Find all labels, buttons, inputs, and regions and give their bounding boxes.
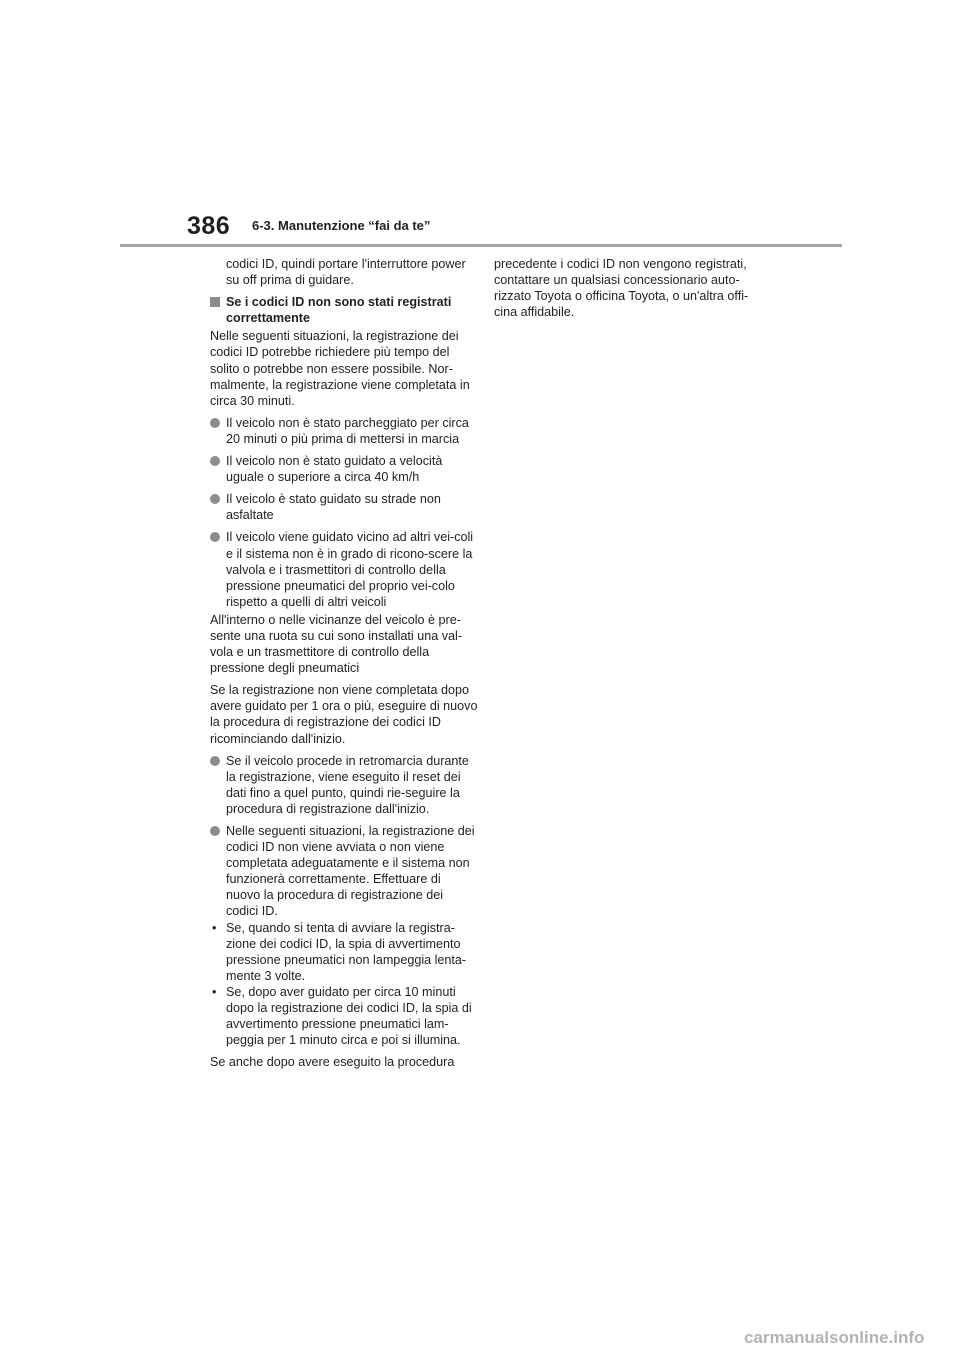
sub-list-item-text: Se, dopo aver guidato per circa 10 minuti dopo la registrazione dei codici ID, la spia di avvertimento pressione pneumatici lam-peggia per 1 minuto circa e poi si illumina. bbox=[226, 984, 472, 1048]
header-divider bbox=[120, 244, 842, 247]
circle-bullet-icon bbox=[210, 756, 220, 766]
list-item-text: Il veicolo non è stato guidato a velocità uguale o superiore a circa 40 km/h bbox=[226, 454, 443, 485]
list-item-text: Se il veicolo procede in retromarcia durante la registrazione, viene eseguito il reset dei dati fino a quel punto, quindi rie-seguire la procedura di registrazione dall'inizio. bbox=[226, 753, 469, 816]
list-item-text: Nelle seguenti situazioni, la registrazione dei codici ID non viene avviata o non viene completata adeguatamente e il sistema non funzionerà correttamente. Effettuare di nuovo la procedura di registrazione dei codici ID. bbox=[226, 824, 475, 919]
list-item bbox=[210, 491, 478, 523]
sub-list-item bbox=[210, 984, 478, 1048]
sub-list-item bbox=[210, 920, 478, 984]
list-item bbox=[210, 529, 478, 609]
intro-paragraph: codici ID, quindi portare l'interruttore power su off prima di guidare. bbox=[226, 257, 466, 288]
body-paragraph: Nelle seguenti situazioni, la registrazione dei codici ID potrebbe richiedere più tempo del solito o potrebbe non essere possibile. Nor-malmente, la registrazione viene completata in circa 30 minuti. bbox=[210, 329, 470, 408]
section-title: 6-3. Manutenzione “fai da te” bbox=[252, 218, 431, 233]
subsection-heading-text: Se i codici ID non sono stati registrati correttamente bbox=[226, 295, 452, 326]
watermark-text: carmanualsonline.info bbox=[744, 1328, 925, 1347]
circle-bullet-icon bbox=[210, 532, 220, 542]
list-item bbox=[210, 415, 478, 447]
list-item-text: Il veicolo è stato guidato su strade non asfaltate bbox=[226, 492, 441, 523]
list-item-text: Il veicolo viene guidato vicino ad altri vei-coli e il sistema non è in grado di ricono-scere la valvola e i trasmettitori di controllo della pressione pneumatici del proprio vei-colo rispetto a quelli di altri veicoli bbox=[226, 530, 474, 609]
square-bullet-icon bbox=[210, 297, 220, 307]
body-paragraph: precedente i codici ID non vengono registrati, contattare un qualsiasi concessionario auto-rizzato Toyota o officina Toyota, o un'altra offi-cina affidabile. bbox=[494, 257, 749, 320]
circle-bullet-icon bbox=[210, 418, 220, 428]
circle-bullet-icon bbox=[210, 826, 220, 836]
body-paragraph: Se anche dopo avere eseguito la procedura bbox=[210, 1055, 455, 1070]
subsection-heading bbox=[210, 294, 478, 326]
circle-bullet-icon bbox=[210, 456, 220, 466]
list-item bbox=[210, 453, 478, 485]
dot-bullet: • bbox=[212, 920, 217, 935]
circle-bullet-icon bbox=[210, 494, 220, 504]
right-column bbox=[494, 256, 756, 326]
list-item bbox=[210, 753, 478, 817]
body-paragraph: All'interno o nelle vicinanze del veicolo è pre-sente una ruota su cui sono installati una val-vola e un trasmettitore di controllo della pressione degli pneumatici bbox=[210, 612, 463, 676]
page-number: 386 bbox=[187, 212, 231, 240]
sub-list-item-text: Se, quando si tenta di avviare la registra-zione dei codici ID, la spia di avvertimento pressione pneumatici non lampeggia lenta-mente 3 volte. bbox=[226, 920, 467, 983]
body-paragraph: Se la registrazione non viene completata dopo avere guidato per 1 ora o più, eseguire di nuovo la procedura di registrazione dei codici ID ricominciando dall'inizio. bbox=[210, 683, 478, 746]
list-item bbox=[210, 823, 478, 920]
list-item-text: Il veicolo non è stato parcheggiato per circa 20 minuti o più prima di mettersi in marcia bbox=[226, 415, 469, 446]
dot-bullet: • bbox=[212, 984, 217, 999]
left-column bbox=[210, 256, 478, 1076]
